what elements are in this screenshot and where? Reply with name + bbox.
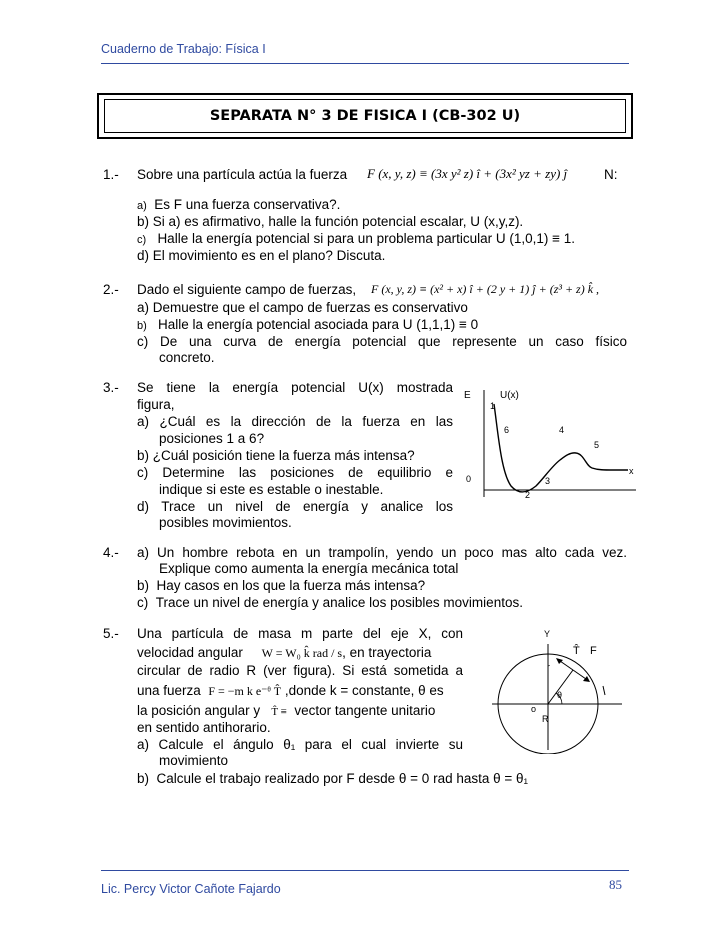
problem-2-intro: Dado el siguiente campo de fuerzas, [137,282,357,297]
problem-3-item-a: a) ¿Cuál es la dirección de la fuerza en las [137,414,453,429]
problem-1-number: 1.- [103,167,119,182]
page-title: SEPARATA N° 3 DE FISICA I (CB-302 U) [209,108,521,124]
radius-R-label: R [542,714,549,724]
force-vector [573,670,586,679]
tangent-vector [560,661,573,670]
point-2-label: 2 [525,490,531,500]
problem-4-item-b: b) Hay casos en los que la fuerza más intensa? [137,578,426,593]
f-label: F [590,645,597,657]
problem-3-item-a-cont: posiciones 1 a 6? [159,431,265,446]
point-6-label: 6 [504,425,510,435]
problem-2-item-a: a) Demuestre que el campo de fuerzas es conservativo [137,300,468,315]
origin-label: 0 [466,474,472,484]
problem-5-line-3: circular de radio R (ver figura). Si está sometida a [137,663,463,678]
problem-4-item-a: a) Un hombre rebota en un trampolín, yendo un poco mas alto cada vez. [137,545,627,560]
e-label: E [464,390,471,401]
r-label: r [547,662,550,672]
problem-3-number: 3.- [103,380,119,395]
page-number: 85 [609,877,622,892]
problem-3-item-d: d) Trace un nivel de energía y analice los [137,499,453,514]
problem-1-item-d: d) El movimiento es en el plano? Discuta. [137,248,386,263]
problem-2-number: 2.- [103,282,119,297]
problem-5-line-4: una fuerza F = −m k e⁻ᶿ T̂ ,donde k = constante, θ es [137,683,444,698]
u-label: U(x) [500,390,519,401]
problem-5-item-b: b) Calcule el trabajo realizado por F desde θ = 0 rad hasta θ = θ₁ [137,771,529,786]
y-axis-label: Y [544,629,551,639]
problem-1-item-b: b) Si a) es afirmativo, halle la función potencial escalar, U (x,y,z). [137,214,524,229]
problem-2-force: F (x, y, z) ≡ (x² + x) î + (2 y + 1) ĵ + (z³ + z) k̂ , [371,282,600,296]
problem-5-item-a-cont: movimiento [159,753,229,768]
problem-1-item-c: c) Halle la energía potencial si para un problema particular U (1,0,1) ≡ 1. [137,231,576,246]
problem-5-number: 5.- [103,626,119,641]
problem-1-intro: Sobre una partícula actúa la fuerza [137,167,348,182]
tick-mark [603,686,605,695]
problem-2-item-b: b) Halle la energía potencial asociada para U (1,1,1) ≡ 0 [137,317,479,332]
footer-author: Lic. Percy Victor Cañote Fajardo [101,882,281,896]
problem-2-item-c: c) De una curva de energía potencial que represente un caso físico [137,334,627,349]
title-box [104,99,626,133]
problem-5-line-6: en sentido antihorario. [137,720,271,735]
theta-label: θ [557,690,563,700]
problem-5-item-a: a) Calcule el ángulo θ₁ para el cual invierte su [137,737,463,752]
potential-energy-figure [456,382,641,507]
circle-figure [486,622,636,754]
problem-3-intro: Se tiene la energía potencial U(x) mostrada [137,380,453,395]
point-4-label: 4 [559,425,565,435]
problem-4-number: 4.- [103,545,119,560]
problem-3-item-b: b) ¿Cuál posición tiene la fuerza más intensa? [137,448,415,463]
force-arrowhead [583,676,590,682]
problem-5-line-1: Una partícula de masa m parte del eje X, con [137,626,463,641]
problem-3-item-d-cont: posibles movimientos. [159,515,292,530]
problem-3-item-c: c) Determine las posiciones de equilibrio e [137,465,453,480]
tangent-arrowhead [556,658,563,664]
point-3-label: 3 [545,476,551,486]
u-curve [494,404,628,492]
x-label: x [629,466,634,476]
problem-3-item-c-cont: indique si este es estable o inestable. [159,482,384,497]
header-rule [101,63,629,64]
footer-rule [101,870,629,871]
point-5-label: 5 [594,440,600,450]
running-header: Cuaderno de Trabajo: Física I [101,42,266,56]
problem-5-line-5: la posición angular y T̂ ≡ vector tangente unitario [137,703,436,718]
problem-4-item-a-cont: Explique como aumenta la energía mecánica total [159,561,459,576]
problem-2-item-c-cont: concreto. [159,350,215,365]
problem-1-item-a: a) Es F una fuerza conservativa?. [137,197,341,212]
problem-4-item-c: c) Trace un nivel de energía y analice los posibles movimientos. [137,595,523,610]
t-hat-label: T̂ [573,645,580,657]
problem-3-intro2: figura, [137,397,175,412]
problem-1-force: F (x, y, z) ≡ (3x y² z) î + (3x² yz + zy) ĵ [367,166,568,181]
origin-o-label: o [531,704,537,714]
problem-5-line-2: velocidad angular W = W₀ k̂ rad / s, en trayectoria [137,645,432,660]
point-1-label: 1 [490,401,496,411]
problem-1-suffix: N: [604,167,618,182]
